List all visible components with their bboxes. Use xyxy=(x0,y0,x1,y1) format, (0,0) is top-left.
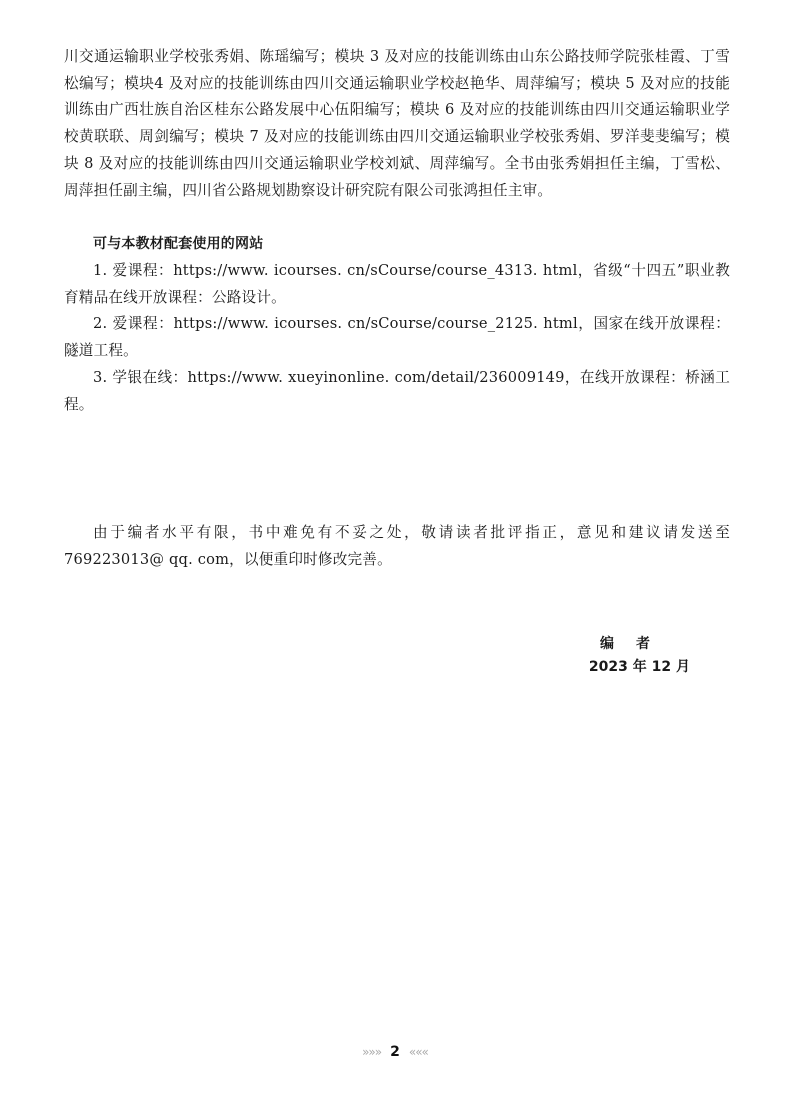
closing-paragraph: 由于编者水平有限，书中难免有不妥之处，敬请读者批评指正，意见和建议请发送至 769223013@ qq. com，以便重印时修改完善。 xyxy=(64,524,730,568)
footer-right-arrows-icon: ««« xyxy=(408,1045,428,1059)
page-footer xyxy=(0,1044,790,1060)
intro-paragraph: 川交通运输职业学校张秀娟、陈瑶编写；模块 3 及对应的技能训练由山东公路技师学院张桂霞、丁雪松编写；模块4 及对应的技能训练由四川交通运输职业学校赵艳华、周萍编写；模块 5 及对应的技能训练由广西壮族自治区桂东公路发展中心伍阳编写；模块 6 及对应的技能训练由四川交通运输职业学校黄联联、周剑编写；模块 7 及对应的技能训练由四川交通运输职业学校张秀娟、罗洋斐斐编写；模块 8 及对应的技能训练由四川交通运输职业学校刘斌、周萍编写。全书由张秀娟担任主编，丁雪松、周萍担任副主编，四川省公路规划勘察设计研究院有限公司张鸿担任主审。 xyxy=(64,48,730,199)
websites-heading: 可与本教材配套使用的网站 xyxy=(93,236,264,252)
footer-left-arrows-icon: »»» xyxy=(362,1045,382,1059)
website-item-3: 3. 学银在线：https://www. xueyinonline. com/detail/236009149，在线开放课程：桥涵工程。 xyxy=(64,369,730,413)
website-item-1: 1. 爱课程：https://www. icourses. cn/sCourse/course_4313. html，省级“十四五”职业教育精品在线开放课程：公路设计。 xyxy=(64,262,730,306)
website-item-2: 2. 爱课程：https://www. icourses. cn/sCourse/course_2125. html，国家在线开放课程：隧道工程。 xyxy=(64,315,730,359)
signature-date: 2023 年 12 月 xyxy=(588,659,690,675)
signature-author: 编者 xyxy=(600,636,672,652)
page-number: 2 xyxy=(390,1044,400,1060)
